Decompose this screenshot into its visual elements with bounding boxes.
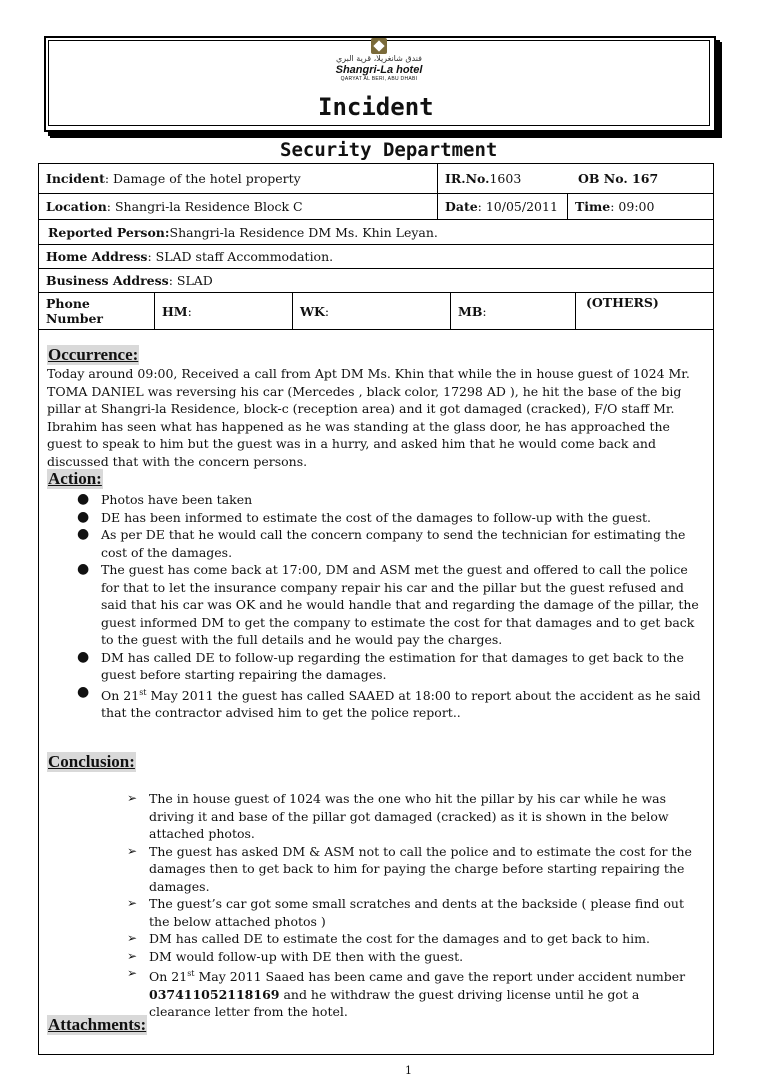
action-list [47,491,707,722]
occurrence-heading: Occurrence: [48,345,139,364]
incident-label: Incident [46,171,105,186]
list-item: ➢ DM would follow-up with DE then with the guest. [127,948,464,964]
attachments-heading: Attachments: [48,1015,147,1034]
business-value: : SLAD [168,273,213,288]
list-item: ● DM has called DE to follow-up regarding the estimation for that damages to get back to the guest before starting repairing the damages. [77,648,684,682]
list-item: ➢ The guest has asked DM & ASM not to call the police and to estimate the cost for the damages then to get back to him for paying the charge before starting repairing the damages. [127,843,692,894]
business-label: Business Address [46,273,169,288]
home-label: Home Address [46,249,148,264]
page-number: 1 [405,1064,412,1077]
mb-label: MB [458,303,483,319]
action-section [47,469,707,722]
list-item: ➢ The in house guest of 1024 was the one who hit the pillar by his car while he was driving it and base of the pillar got damaged (cracked) as it is shown in the below attached photos. [127,791,669,841]
location-label: Location [46,199,107,214]
incident-value: : Damage of the hotel property [104,171,301,186]
ir-label: IR.No. [445,171,490,186]
logo-subtitle: QARYAT AL BERI, ABU DHABI [340,76,418,82]
hm-cell: HM : [154,293,292,329]
arrow-bullet-icon: ➢ [127,896,138,910]
time-cell [567,194,711,219]
conclusion-list [47,790,707,1021]
form-row-business [39,269,713,293]
logo-name: Shangri-La hotel [335,64,423,76]
reported-label: Reported Person: [48,224,170,240]
conclusion-heading: Conclusion: [48,752,135,771]
arrow-bullet-icon: ➢ [127,791,138,805]
incident-cell [39,164,437,193]
ob-cell [571,164,711,193]
action-heading: Action: [48,469,102,488]
page-title: Incident [318,93,434,121]
location-cell [39,194,437,219]
list-item: ➢ DM has called DE to estimate the cost for the damages and to get back to him. [127,931,650,946]
home-value: : SLAD staff Accommodation. [147,249,334,264]
ir-cell [437,164,571,193]
time-value: : 09:00 [610,199,655,214]
form-row-location [39,194,713,220]
ir-value: 1603 [489,171,522,186]
wk-cell: WK : [292,293,450,329]
form-row-home [39,245,713,269]
phone-label: Phone Number [46,296,104,326]
date-cell [437,194,567,219]
list-item: ● On 21st May 2011 the guest has called SAAED at 18:00 to report about the accident as he said that the contractor advised him to get the police report.. [77,683,701,721]
hotel-logo [332,38,426,96]
list-item: ● The guest has come back at 17:00, DM and ASM met the guest and offered to call the police for that to let the insurance company repair his car and the pillar but the guest refused and said that his car was OK and he would handle that and regarding the damage of the pillar, the guest informed DM to get the company to estimate the cost for that damages and to get back to the guest with the full details and he would pay the charges. [77,561,699,647]
logo-arabic-text: فندق شانغريلا، قرية البري [336,54,422,63]
list-item: ● As per DE that he would call the concern company to send the technician for estimating the cost of the damages. [77,526,686,560]
others-label: (OTHERS) [586,295,659,310]
occurrence-section [47,345,707,470]
arrow-bullet-icon: ➢ [127,966,138,980]
report-body [38,324,714,1055]
attachments-section [47,1015,147,1035]
date-value: : 10/05/2011 [477,199,558,214]
arrow-bullet-icon: ➢ [127,843,138,858]
ob-label: OB No. 167 [578,171,659,186]
form-row-incident [39,164,713,194]
date-label: Date [445,199,478,214]
mb-cell: MB : [450,293,575,329]
wk-label: WK [300,303,325,319]
page-subtitle: Security Department [280,139,498,161]
reported-cell [39,220,711,244]
logo-emblem-icon [371,38,387,54]
incident-form [38,163,714,330]
occurrence-text: Today around 09:00, Received a call from Apt DM Ms. Khin that while the in house guest of 1024 Mr. TOMA DANIEL was reversing his car (Mercedes , black color, 17298 AD ), he hit the base of the big pillar at Shangri-la Residence, block-c (reception area) and it got damaged (cracked), F/O staff Mr. Ibrahim has seen what has happened as he was standing at the glass door, he has approached the guest to speak to him but the guest was in a hurry, and asked him that he would come back and discussed that with the concern persons. [47,366,690,469]
location-value: : Shangri-la Residence Block C [106,199,303,214]
list-item: ● DE has been informed to estimate the cost of the damages to follow-up with the guest. [77,508,651,525]
list-item: ➢ On 21st May 2011 Saaed has been came and gave the report under accident number 037411052118169 and he withdraw the guest driving license until he got a clearance letter from the hotel. [127,966,686,1020]
hm-label: HM [162,303,188,319]
business-cell [39,269,711,292]
form-row-reported [39,220,713,245]
arrow-bullet-icon: ➢ [127,948,138,963]
arrow-bullet-icon: ➢ [127,931,138,945]
list-item: ➢ The guest’s car got some small scratches and dents at the backside ( please find out the below attached photos ) [127,896,684,929]
time-label: Time [575,199,611,214]
reported-value: Shangri-la Residence DM Ms. Khin Leyan. [169,224,438,240]
home-cell [39,245,711,268]
conclusion-section [47,752,707,1021]
list-item: ● Photos have been taken [77,491,253,507]
